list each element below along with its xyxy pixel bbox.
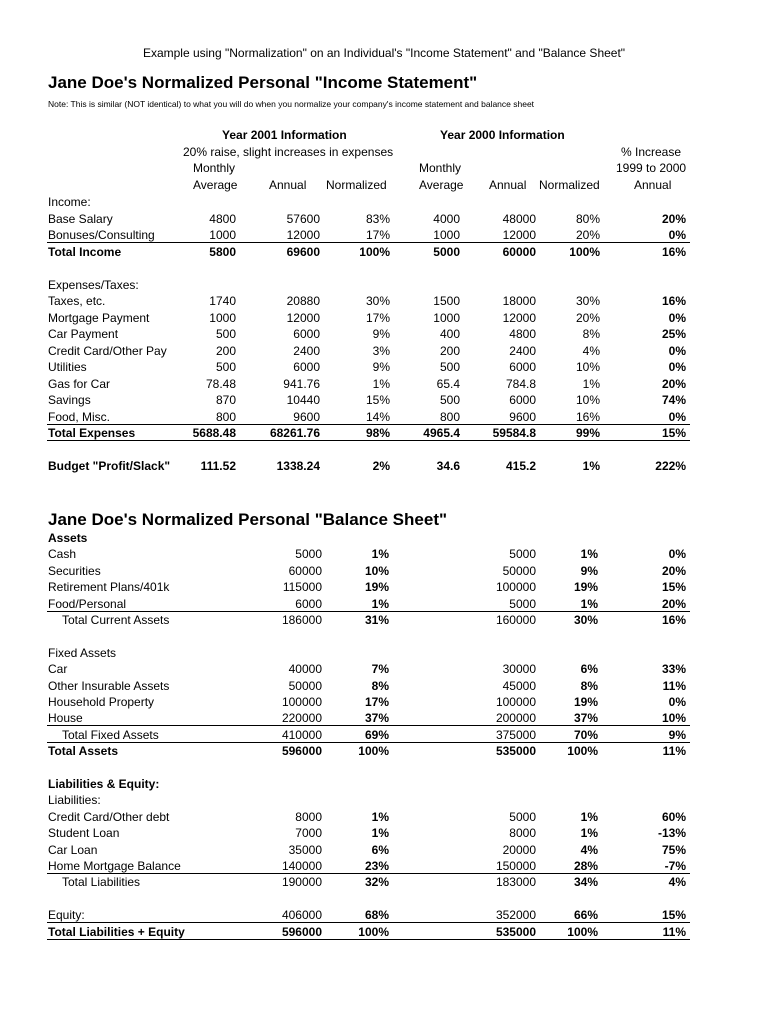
cell-n1: 15% <box>365 393 390 407</box>
balance-row <box>0 727 768 743</box>
row-label: Budget "Profit/Slack" <box>48 459 171 473</box>
cell-p: 75% <box>661 842 686 857</box>
income-row <box>0 260 768 276</box>
row-label: Total Income <box>48 244 122 259</box>
row-label: Credit Card/Other Pay <box>48 343 167 358</box>
balance-row <box>0 579 768 595</box>
cell-n0: 100% <box>567 924 598 939</box>
cell-a0: 20000 <box>502 842 536 857</box>
cell-m1: 5688.48 <box>192 426 236 440</box>
balance-row <box>0 596 768 612</box>
cell-n0: 16% <box>575 409 600 424</box>
header-annual-2000: Annual <box>489 178 527 192</box>
header-annual-2001: Annual <box>269 178 307 192</box>
balance-row <box>0 530 768 546</box>
cell-n1: 7% <box>371 662 389 677</box>
cell-n1: 8% <box>371 678 389 693</box>
cell-a0: 150000 <box>495 859 536 873</box>
cell-n0: 1% <box>580 809 598 824</box>
cell-p: 33% <box>661 662 686 677</box>
cell-n1: 17% <box>365 228 390 242</box>
cell-p: 16% <box>661 244 686 259</box>
balance-row <box>0 842 768 858</box>
cell-m1: 200 <box>215 343 236 358</box>
row-label: Base Salary <box>48 211 113 226</box>
cell-p: 20% <box>661 376 686 391</box>
row-label: Food, Misc. <box>48 409 111 424</box>
cell-m1: 500 <box>215 327 236 341</box>
cell-p: 60% <box>661 809 686 824</box>
cell-m0: 400 <box>439 327 460 341</box>
balance-row <box>0 809 768 825</box>
cell-p: 15% <box>661 426 686 440</box>
cell-n1: 69% <box>364 727 389 742</box>
balance-row <box>0 628 768 644</box>
cell-p: 0% <box>668 695 686 709</box>
cell-m0: 500 <box>439 360 460 374</box>
income-row <box>0 194 768 210</box>
cell-n1: 14% <box>365 409 390 424</box>
cell-a0: 4800 <box>509 327 536 341</box>
row-label: Expenses/Taxes: <box>48 277 139 292</box>
cell-n0: 19% <box>573 580 598 595</box>
balance-row <box>0 792 768 808</box>
cell-n0: 100% <box>567 744 598 759</box>
row-label: House <box>48 711 83 726</box>
balance-row <box>0 710 768 726</box>
cell-n1: 32% <box>364 875 389 890</box>
cell-a0: 8000 <box>509 826 536 841</box>
balance-sheet-title: Jane Doe's Normalized Personal "Balance Sheet" <box>48 510 448 529</box>
cell-p: 0% <box>668 343 686 358</box>
header-average-2001: Average <box>193 178 238 192</box>
cell-n0: 1% <box>580 826 598 841</box>
cell-a1: 140000 <box>281 859 322 873</box>
cell-a0: 100000 <box>495 580 536 595</box>
income-row <box>0 442 768 458</box>
cell-a0: 5000 <box>509 596 536 611</box>
balance-row <box>0 678 768 694</box>
cell-n1: 17% <box>365 310 390 325</box>
cell-a0: 535000 <box>495 744 536 759</box>
cell-a1: 410000 <box>281 727 322 742</box>
row-label: Bonuses/Consulting <box>48 228 155 242</box>
cell-a1: 20880 <box>286 294 320 308</box>
header-pct-period: 1999 to 2000 <box>616 161 687 175</box>
cell-a1: 50000 <box>288 678 322 693</box>
row-label: Mortgage Payment <box>48 310 150 325</box>
cell-a0: 160000 <box>495 613 536 627</box>
row-label: Home Mortgage Balance <box>48 859 181 873</box>
row-label: Income: <box>48 195 91 209</box>
cell-n0: 28% <box>573 859 598 873</box>
income-row <box>0 409 768 425</box>
cell-m0: 200 <box>439 343 460 358</box>
row-label: Assets <box>48 531 88 545</box>
cell-a0: 6000 <box>509 393 536 407</box>
row-label: Household Property <box>48 695 155 709</box>
header-pct-annual: Annual <box>634 178 672 192</box>
cell-a0: 5000 <box>509 809 536 824</box>
cell-a0: 100000 <box>495 695 536 709</box>
cell-n0: 1% <box>582 376 600 391</box>
cell-m1: 1000 <box>209 228 236 242</box>
cell-a1: 35000 <box>288 842 322 857</box>
cell-a1: 186000 <box>281 613 322 627</box>
income-row <box>0 277 768 293</box>
income-statement-note: Note: This is similar (NOT identical) to what you will do when you normalize your company's income statement and balance sheet <box>48 99 535 109</box>
cell-p: 16% <box>661 613 686 627</box>
income-row <box>0 310 768 326</box>
cell-p: 11% <box>662 744 686 759</box>
cell-n0: 20% <box>575 228 600 242</box>
cell-m0: 34.6 <box>436 459 460 473</box>
cell-a0: 352000 <box>495 908 536 923</box>
cell-n1: 37% <box>364 711 389 726</box>
balance-row <box>0 563 768 579</box>
cell-a0: 30000 <box>502 662 536 677</box>
income-row <box>0 343 768 359</box>
cell-p: 15% <box>661 908 686 923</box>
header-2001-subtitle: 20% raise, slight increases in expenses <box>183 145 394 159</box>
cell-n0: 4% <box>580 842 598 857</box>
cell-n1: 100% <box>358 744 389 759</box>
row-label: Cash <box>48 547 77 562</box>
cell-p: 16% <box>661 294 686 308</box>
cell-a1: 6000 <box>293 360 320 374</box>
cell-n0: 30% <box>575 294 600 308</box>
row-label: Credit Card/Other debt <box>48 809 170 824</box>
header-normalized-2001: Normalized <box>326 178 387 192</box>
row-label: Equity: <box>48 908 85 923</box>
cell-m0: 1000 <box>433 228 460 242</box>
cell-n1: 3% <box>372 343 390 358</box>
row-label: Utilities <box>48 360 87 374</box>
total-rule <box>47 440 690 441</box>
cell-n0: 30% <box>573 613 598 627</box>
cell-n0: 19% <box>573 695 598 709</box>
balance-row <box>0 907 768 923</box>
cell-m1: 800 <box>215 409 236 424</box>
cell-n0: 100% <box>569 244 600 259</box>
income-row <box>0 326 768 342</box>
cell-p: 0% <box>668 360 686 374</box>
balance-row <box>0 891 768 907</box>
income-row <box>0 392 768 408</box>
cell-a1: 68261.76 <box>269 426 320 440</box>
cell-n1: 98% <box>365 426 390 440</box>
header-year-2001: Year 2001 Information <box>222 128 347 142</box>
balance-row <box>0 874 768 890</box>
row-label: Total Current Assets <box>62 613 170 627</box>
cell-n0: 1% <box>580 547 598 562</box>
cell-p: 0% <box>668 409 686 424</box>
cell-n1: 1% <box>371 547 389 562</box>
cell-a0: 48000 <box>502 211 536 226</box>
cell-n1: 31% <box>364 613 389 627</box>
cell-p: 0% <box>668 310 686 325</box>
cell-n1: 100% <box>358 924 389 939</box>
cell-a0: 59584.8 <box>492 426 536 440</box>
row-label: Gas for Car <box>48 376 111 391</box>
cell-n0: 34% <box>573 875 598 890</box>
cell-a1: 57600 <box>286 211 320 226</box>
cell-m0: 1500 <box>433 294 460 308</box>
balance-row <box>0 776 768 792</box>
cell-n0: 99% <box>575 426 600 440</box>
cell-m0: 500 <box>439 393 460 407</box>
cell-n0: 9% <box>580 563 598 578</box>
cell-n1: 1% <box>371 809 389 824</box>
cell-n0: 8% <box>580 678 598 693</box>
header-pct-increase: % Increase <box>621 145 682 159</box>
cell-a1: 6000 <box>295 596 322 611</box>
cell-m1: 111.52 <box>200 459 236 473</box>
header-normalized-2000: Normalized <box>539 178 600 192</box>
header-year-2000: Year 2000 Information <box>440 128 565 142</box>
cell-a1: 7000 <box>295 826 322 841</box>
balance-row <box>0 924 768 940</box>
cell-a0: 6000 <box>509 360 536 374</box>
cell-a0: 535000 <box>495 924 536 939</box>
cell-a0: 415.2 <box>505 459 536 473</box>
cell-p: 9% <box>668 727 686 742</box>
cell-m0: 5000 <box>433 244 460 259</box>
row-label: Retirement Plans/401k <box>48 580 170 595</box>
cell-a1: 2400 <box>293 343 320 358</box>
cell-n0: 70% <box>573 727 598 742</box>
row-label: Total Expenses <box>48 426 136 440</box>
balance-row <box>0 645 768 661</box>
cell-p: 25% <box>661 327 686 341</box>
cell-m1: 78.48 <box>205 376 236 391</box>
cell-m1: 870 <box>215 393 236 407</box>
cell-a0: 9600 <box>509 409 536 424</box>
cell-p: 15% <box>661 580 686 595</box>
cell-a1: 10440 <box>286 393 320 407</box>
row-label: Liabilities: <box>48 793 101 808</box>
balance-row <box>0 825 768 841</box>
cell-a0: 200000 <box>495 711 536 726</box>
row-label: Food/Personal <box>48 596 127 611</box>
cell-a0: 60000 <box>502 244 536 259</box>
cell-a1: 115000 <box>282 580 322 595</box>
cell-n1: 19% <box>364 580 389 595</box>
cell-a0: 12000 <box>502 310 536 325</box>
cell-a0: 18000 <box>502 294 536 308</box>
cell-p: 74% <box>661 393 686 407</box>
row-label: Car <box>48 662 68 677</box>
balance-row <box>0 858 768 874</box>
cell-a1: 60000 <box>288 563 322 578</box>
total-rule <box>47 939 690 940</box>
cell-p: 10% <box>661 711 686 726</box>
cell-a0: 12000 <box>502 228 536 242</box>
cell-m0: 4000 <box>433 211 460 226</box>
cell-p: 20% <box>661 211 686 226</box>
income-row <box>0 244 768 260</box>
cell-p: 20% <box>661 596 686 611</box>
income-row <box>0 211 768 227</box>
income-row <box>0 376 768 392</box>
cell-m0: 800 <box>439 409 460 424</box>
cell-n0: 10% <box>575 393 600 407</box>
income-row <box>0 425 768 441</box>
cell-m1: 1000 <box>209 310 236 325</box>
row-label: Total Liabilities <box>62 875 141 890</box>
cell-n0: 66% <box>573 908 598 923</box>
cell-n0: 8% <box>582 327 600 341</box>
cell-n1: 6% <box>371 842 389 857</box>
cell-n1: 9% <box>372 360 390 374</box>
cell-n1: 23% <box>364 859 389 873</box>
cell-n1: 9% <box>372 327 390 341</box>
row-label: Taxes, etc. <box>48 294 106 308</box>
cell-n1: 30% <box>365 294 390 308</box>
cell-a1: 5000 <box>295 547 322 562</box>
cell-a0: 45000 <box>502 678 536 693</box>
balance-row <box>0 743 768 759</box>
cell-a0: 183000 <box>495 875 536 890</box>
cell-a1: 190000 <box>281 875 322 890</box>
cell-p: 0% <box>668 228 686 242</box>
row-label: Total Fixed Assets <box>62 727 159 742</box>
cell-a1: 12000 <box>286 228 320 242</box>
header-monthly-2001: Monthly <box>193 161 236 175</box>
cell-a1: 6000 <box>293 327 320 341</box>
cell-n0: 6% <box>580 662 598 677</box>
cell-a1: 406000 <box>281 908 322 923</box>
income-row <box>0 227 768 243</box>
cell-n1: 1% <box>371 826 389 841</box>
row-label: Student Loan <box>48 826 120 841</box>
cell-m1: 500 <box>215 360 236 374</box>
row-label: Securities <box>48 563 101 578</box>
income-row <box>0 458 768 474</box>
cell-n0: 20% <box>575 310 600 325</box>
cell-a1: 596000 <box>281 924 322 939</box>
cell-n1: 100% <box>359 244 390 259</box>
cell-n1: 10% <box>364 563 389 578</box>
cell-n0: 37% <box>573 711 598 726</box>
row-label: Fixed Assets <box>48 645 117 660</box>
cell-n1: 68% <box>364 908 389 923</box>
cell-p: 11% <box>662 678 686 693</box>
cell-n1: 83% <box>365 211 390 226</box>
cell-p: 11% <box>662 924 686 939</box>
cell-n0: 1% <box>582 459 600 473</box>
cell-a1: 9600 <box>293 409 320 424</box>
balance-row <box>0 612 768 628</box>
cell-n1: 1% <box>371 596 389 611</box>
cell-a1: 40000 <box>288 662 322 677</box>
cell-a1: 941.76 <box>283 376 320 391</box>
cell-a0: 2400 <box>509 343 536 358</box>
balance-row <box>0 546 768 562</box>
cell-p: 222% <box>655 459 686 473</box>
row-label: Savings <box>48 393 91 407</box>
page-title: Example using "Normalization" on an Individual's "Income Statement" and "Balance Sheet" <box>142 46 626 60</box>
cell-a1: 12000 <box>286 310 320 325</box>
header-monthly-2000: Monthly <box>419 161 462 175</box>
row-label: Car Loan <box>48 842 98 857</box>
cell-m0: 65.4 <box>436 376 460 391</box>
row-label: Total Assets <box>48 744 119 759</box>
row-label: Car Payment <box>48 327 119 341</box>
cell-m0: 1000 <box>433 310 460 325</box>
row-label: Total Liabilities + Equity <box>48 924 185 939</box>
cell-m1: 5800 <box>209 244 236 259</box>
income-row <box>0 359 768 375</box>
balance-row <box>0 661 768 677</box>
cell-a1: 69600 <box>286 244 320 259</box>
cell-p: 4% <box>668 875 686 890</box>
balance-row <box>0 760 768 776</box>
row-label: Liabilities & Equity: <box>48 777 160 791</box>
cell-n1: 1% <box>372 376 390 391</box>
cell-a0: 5000 <box>509 547 536 562</box>
balance-row <box>0 694 768 710</box>
cell-a0: 50000 <box>502 563 536 578</box>
cell-n0: 1% <box>580 596 598 611</box>
income-row <box>0 293 768 309</box>
cell-a0: 375000 <box>495 727 536 742</box>
income-statement-title: Jane Doe's Normalized Personal "Income Statement" <box>48 73 478 92</box>
cell-n1: 2% <box>372 459 390 473</box>
cell-p: -13% <box>657 826 686 841</box>
cell-m1: 4800 <box>209 211 236 226</box>
cell-n0: 4% <box>582 343 600 358</box>
cell-n1: 17% <box>364 695 389 709</box>
cell-p: 0% <box>668 547 686 562</box>
cell-a1: 1338.24 <box>276 459 320 473</box>
cell-p: -7% <box>664 859 686 873</box>
cell-n0: 10% <box>575 360 600 374</box>
cell-a1: 220000 <box>281 711 322 726</box>
cell-m0: 4965.4 <box>423 426 460 440</box>
cell-m1: 1740 <box>209 294 236 308</box>
row-label: Other Insurable Assets <box>48 678 170 693</box>
cell-a1: 596000 <box>281 744 322 759</box>
cell-p: 20% <box>661 563 686 578</box>
cell-a1: 100000 <box>281 695 322 709</box>
cell-a1: 8000 <box>295 809 322 824</box>
cell-a0: 784.8 <box>505 376 536 391</box>
header-average-2000: Average <box>419 178 464 192</box>
cell-n0: 80% <box>575 211 600 226</box>
